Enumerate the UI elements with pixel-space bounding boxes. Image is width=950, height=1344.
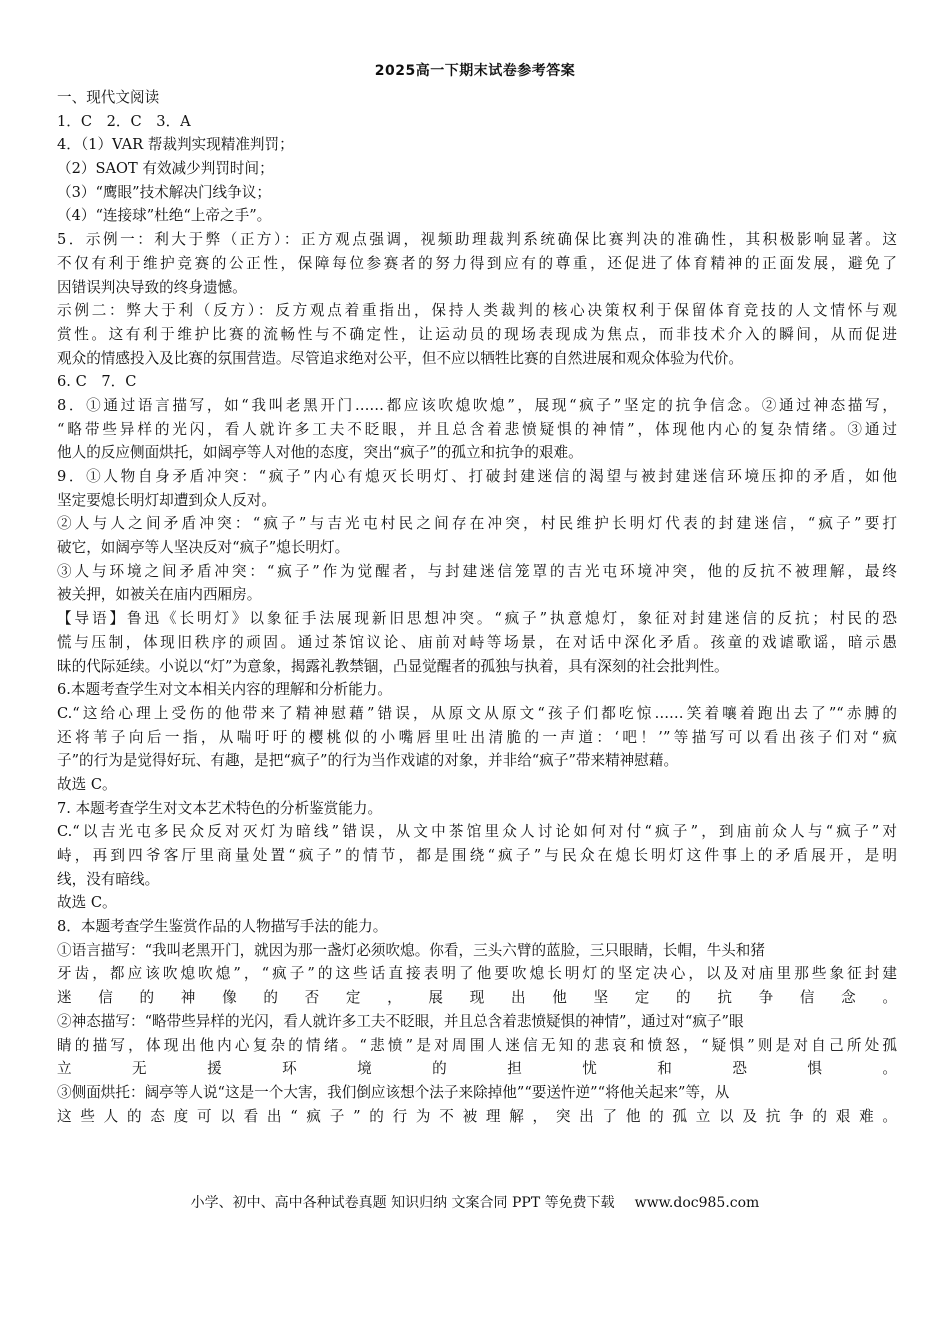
text-line: 赏性。这有利于维护比赛的流畅性与不确定性，让运动员的现场表现成为焦点，而非技术介入的瞬间，从而促进: [57, 325, 897, 343]
text-line: 一、现代文阅读: [57, 89, 160, 106]
text-line: 5．示例一：利大于弊（正方）：正方观点强调，视频助理裁判系统确保比赛判决的准确性，其积极影响显著。这: [57, 231, 897, 249]
text-line: “略带些异样的光闪，看人就许多工夫不眨眼，并且总含着悲愤疑惧的神情”，体现他内心的复杂情绪。③通过: [57, 420, 897, 438]
text-line: ②人与人之间矛盾冲突：“疯子”与吉光屯村民之间存在冲突，村民维护长明灯代表的封建迷信，“疯子”要打: [57, 515, 897, 533]
text-line: 4．（1）VAR 帮裁判实现精准判罚；: [57, 136, 294, 154]
text-line: 坚定要熄长明灯却遭到众人反对。: [57, 491, 276, 509]
text-line: 昧的代际延续。小说以“灯”为意象，揭露礼教禁锢，凸显觉醒者的孤独与执着，具有深刻的社会批判性。: [57, 657, 729, 675]
text-line: ③人与环境之间矛盾冲突：“疯子”作为觉醒者，与封建迷信笼罩的吉光屯环境冲突，他的反抗不被理解，最终: [57, 562, 897, 580]
text-line: 被关押，如被关在庙内西厢房。: [57, 586, 262, 604]
text-line: 1．C 2．C 3．A: [57, 112, 191, 130]
page-footer: [0, 1192, 950, 1212]
text-line: 观众的情感投入及比赛的氛围营造。尽管追求绝对公平，但不应以牺牲比赛的自然进展和观众体验为代价。: [57, 349, 743, 367]
text-line: 立无援环境的担忧和恐惧。: [57, 1060, 897, 1078]
text-line: 牙齿，都应该吹熄吹熄”，“疯子”的这些话直接表明了他要吹熄长明灯的坚定决心，以及对庙里那些象征封建: [57, 965, 897, 983]
text-line: ①语言描写：“我叫老黑开门，就因为那一盏灯必须吹熄。你看，三头六臂的蓝脸，三只眼睛，长帽，牛头和猪: [57, 941, 765, 959]
text-line: 6. C 7．C: [57, 373, 137, 391]
text-line: 故选 C。: [57, 775, 117, 793]
text-line: ③侧面烘托：阔亭等人说“这是一个大害，我们倒应该想个法子来除掉他”“要送忤逆”“将他关起来”等，从: [57, 1083, 730, 1101]
answer-body: [57, 86, 897, 1128]
text-line: 迷信的神像的否定，展现出他坚定的抗争信念。: [57, 989, 897, 1007]
text-line: C.“以吉光屯多民众反对灭灯为暗线”错误，从文中茶馆里众人讨论如何对付“疯子”，到庙前众人与“疯子”对: [57, 823, 897, 841]
text-line: 子”的行为是觉得好玩、有趣，是把“疯子”的行为当作戏谑的对象，并非给“疯子”带来精神慰藉。: [57, 752, 679, 770]
text-line: 9．①人物自身矛盾冲突：“疯子”内心有熄灭长明灯、打破封建迷信的渴望与被封建迷信环境压抑的矛盾，如他: [57, 468, 897, 485]
text-line: 这些人的态度可以看出“疯子”的行为不被理解，突出了他的孤立以及抗争的艰难。: [57, 1107, 897, 1125]
document-title: 2025高一下期末试卷参考答案: [374, 63, 576, 79]
footer-text: 小学、初中、高中各种试卷真题 知识归纳 文案合同 PPT 等免费下载: [190, 1195, 615, 1211]
text-line: 7. 本题考查学生对文本艺术特色的分析鉴赏能力。: [57, 799, 383, 817]
text-line: 还将苇子向后一指，从喘吁吁的樱桃似的小嘴唇里吐出清脆的一声道：‘吧！’”等描写可以看出孩子们对“疯: [57, 728, 897, 746]
text-line: 慌与压制，体现旧秩序的顽固。通过茶馆议论、庙前对峙等场景，在对话中深化矛盾。孩童的戏谑歌谣，暗示愚: [57, 633, 897, 651]
text-line: 峙，再到四爷客厅里商量处置“疯子”的情节，都是围绕“疯子”与民众在熄长明灯这件事上的矛盾展开，是明: [57, 847, 897, 864]
footer-url: www.doc985.com: [634, 1195, 760, 1211]
text-line: （4）“连接球”杜绝“上帝之手”。: [57, 207, 272, 225]
text-line: （2）SAOT 有效减少判罚时间；: [57, 160, 274, 178]
text-line: 故选 C。: [57, 894, 117, 912]
text-line: 线，没有暗线。: [57, 870, 160, 888]
text-line: 睛的描写，体现出他内心复杂的情绪。“悲愤”是对周围人迷信无知的悲哀和愤怒，“疑惧”则是对自己所处孤: [57, 1036, 897, 1054]
text-line: 示例二：弊大于利（反方）：反方观点着重指出，保持人类裁判的核心决策权利于保留体育竞技的人文情怀与观: [57, 302, 897, 320]
text-line: ②神态描写：“略带些异样的光闪，看人就许多工夫不眨眼，并且总含着悲愤疑惧的神情”，通过对“疯子”眼: [57, 1012, 744, 1030]
text-line: 因错误判决导致的终身遗憾。: [57, 278, 247, 296]
text-line: 【导语】鲁迅《长明灯》以象征手法展现新旧思想冲突。“疯子”执意熄灯，象征对封建迷信的反抗；村民的恐: [57, 610, 897, 628]
text-line: C.“这给心理上受伤的他带来了精神慰藉”错误，从原文从原文“孩子们都吃惊……笑着嚷着跑出去了”“赤膊的: [57, 704, 897, 722]
text-line: 不仅有利于维护竞赛的公正性，保障每位参赛者的努力得到应有的尊重，还促进了体育精神的正面发展，避免了: [57, 254, 897, 272]
text-line: 8．本题考查学生鉴赏作品的人物描写手法的能力。: [57, 918, 388, 936]
text-line: 6.本题考查学生对文本相关内容的理解和分析能力。: [57, 681, 392, 699]
text-line: 8．①通过语言描写，如“我叫老黑开门……都应该吹熄吹熄”，展现“疯子”坚定的抗争信念。②通过神态描写，: [57, 396, 897, 414]
text-line: 破它，如阔亭等人坚决反对“疯子”熄长明灯。: [57, 539, 350, 557]
text-line: （3）“鹰眼”技术解决门线争议；: [57, 183, 271, 201]
text-line: 他人的反应侧面烘托，如阔亭等人对他的态度，突出“疯子”的孤立和抗争的艰难。: [57, 444, 583, 462]
